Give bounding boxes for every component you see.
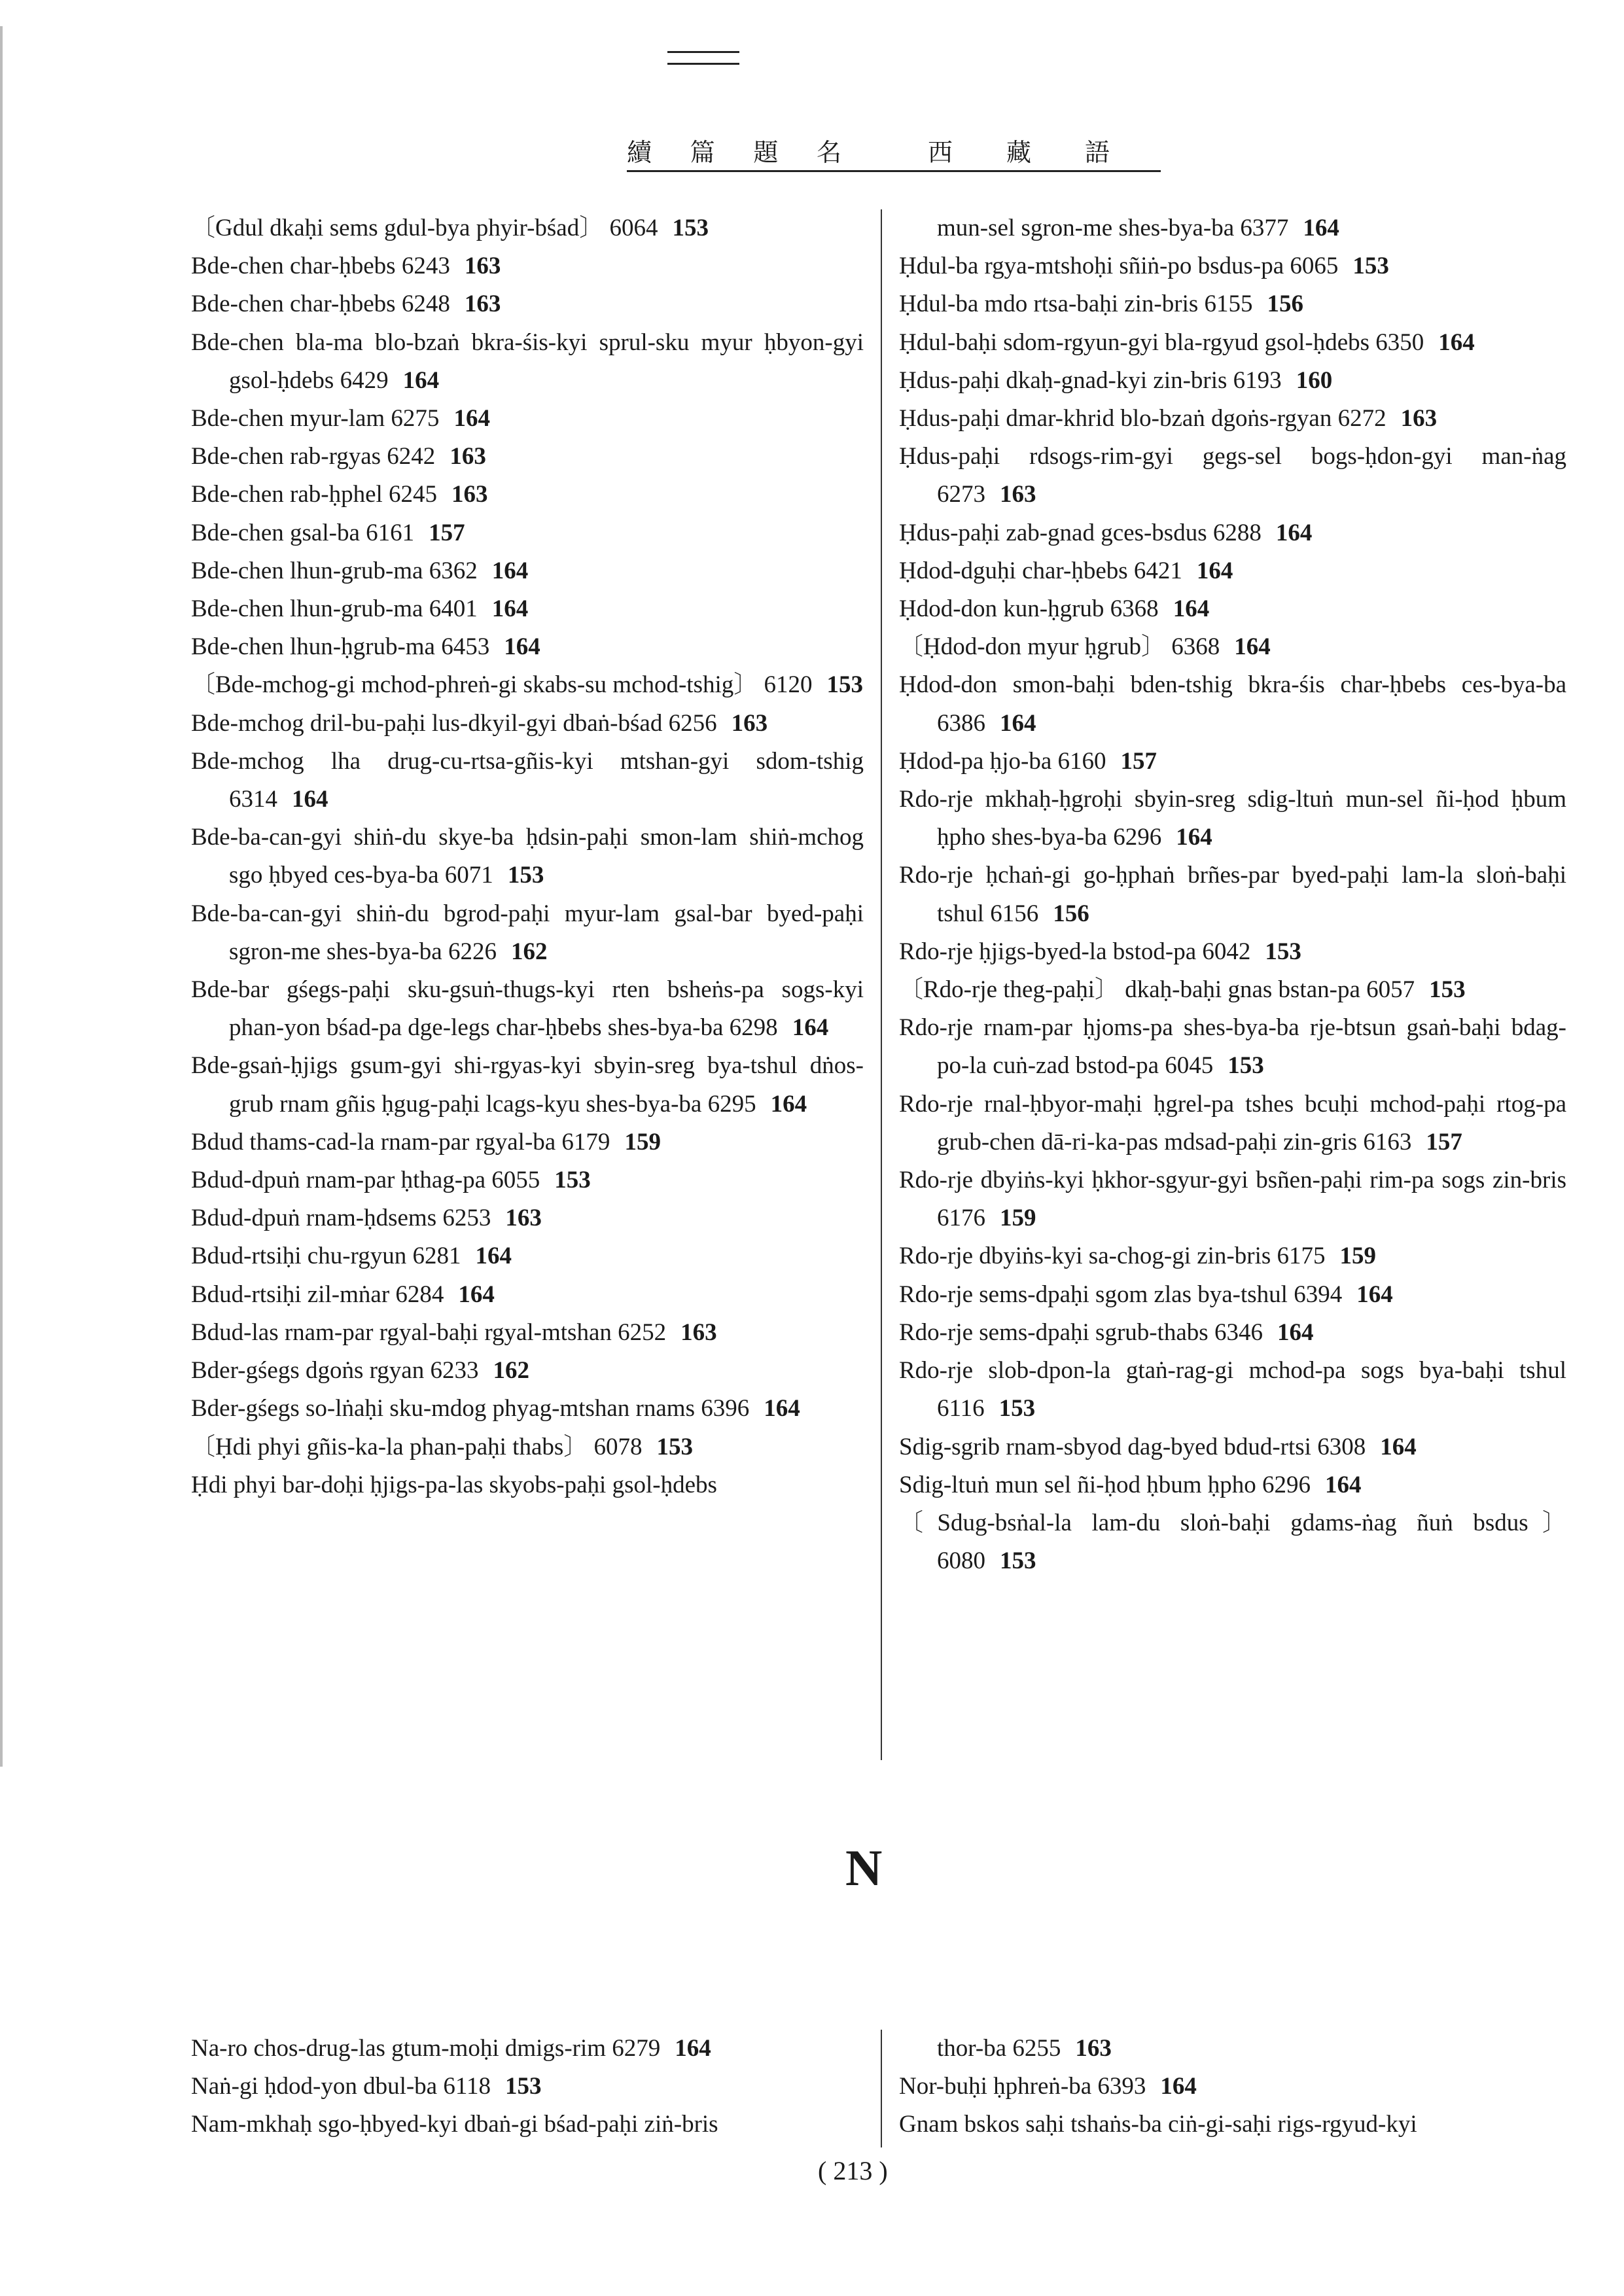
entry-page: 163 bbox=[505, 1205, 542, 1232]
index-entry bbox=[191, 1390, 864, 1428]
entry-page: 164 bbox=[1277, 1318, 1314, 1346]
entry-page: 164 bbox=[1303, 215, 1339, 241]
entry-title: Naṅ-gi ḥdod-yon dbul-ba 6118 bbox=[191, 2073, 491, 2100]
page-edge-mark bbox=[0, 26, 3, 1767]
entry-title: Bde-gsaṅ-ḥjigs gsum-gyi shi-rgyas-kyi sbyin-sreg bya-tshul dṅos-grub rnam gñis ḥgug-paḥi lcags-kyu shes-bya-ba 6295 bbox=[191, 1052, 864, 1118]
entry-page: 164 bbox=[1234, 633, 1271, 661]
entry-page: 164 bbox=[1173, 595, 1210, 623]
entry-page: 153 bbox=[826, 671, 864, 699]
header-char: 語 bbox=[1084, 138, 1111, 167]
entry-title: 〔Ḥdi phyi gñis-ka-la phan-paḥi thabs〕 6078 bbox=[191, 1433, 643, 1460]
entry-page: 164 bbox=[1438, 328, 1475, 356]
entry-title: Bde-chen rab-rgyas 6242 bbox=[191, 443, 436, 470]
index-column-right bbox=[899, 209, 1566, 1580]
index-entry bbox=[191, 1428, 864, 1466]
entry-page: 164 bbox=[1275, 519, 1313, 546]
index-entry bbox=[899, 1276, 1566, 1314]
entry-page: 164 bbox=[1325, 1471, 1362, 1498]
header-char: 篇 bbox=[690, 138, 716, 167]
index-entry bbox=[191, 666, 864, 704]
index-entry bbox=[899, 209, 1566, 247]
index-entry bbox=[191, 1161, 864, 1199]
entry-title: Bde-ba-can-gyi shiṅ-du bgrod-paḥi myur-lam gsal-bar byed-paḥi sgron-me shes-bya-ba 6226 bbox=[191, 900, 864, 965]
index-entry bbox=[191, 324, 864, 400]
index-entry bbox=[191, 1047, 864, 1123]
entry-page: 163 bbox=[1000, 481, 1036, 508]
index-entry bbox=[191, 2106, 864, 2144]
entry-page: 157 bbox=[429, 519, 465, 546]
index-entry bbox=[899, 2068, 1566, 2106]
index-entry bbox=[191, 1466, 864, 1504]
entry-title: Rdo-rje ḥjigs-byed-la bstod-pa 6042 bbox=[899, 938, 1251, 965]
entry-title: Nam-mkhaḥ sgo-ḥbyed-kyi dbaṅ-gi bśad-paḥi ziṅ-bris bbox=[191, 2111, 718, 2138]
index-entry bbox=[899, 438, 1566, 514]
entry-title: Rdo-rje slob-dpon-la gtaṅ-rag-gi mchod-pa sogs bya-baḥi tshul 6116 bbox=[899, 1357, 1566, 1422]
entry-page: 159 bbox=[624, 1128, 661, 1156]
header-char: 藏 bbox=[1006, 138, 1033, 167]
index-entry bbox=[191, 400, 864, 438]
entry-page: 160 bbox=[1296, 366, 1333, 394]
index-entry bbox=[899, 933, 1566, 971]
entry-page: 163 bbox=[1075, 2035, 1112, 2062]
entry-title: Bde-chen bla-ma blo-bzaṅ bkra-śis-kyi sprul-sku myur ḥbyon-gyi gsol-ḥdebs 6429 bbox=[191, 328, 864, 394]
entry-title: 〔Gdul dkaḥi sems gdul-bya phyir-bśad〕 6064 bbox=[191, 215, 658, 241]
entry-page: 157 bbox=[1120, 747, 1157, 775]
entry-page: 164 bbox=[1196, 557, 1233, 584]
index-entry bbox=[899, 1314, 1566, 1352]
entry-page: 164 bbox=[1000, 709, 1036, 737]
index-entry bbox=[899, 666, 1566, 742]
index-entry bbox=[899, 1504, 1566, 1580]
entry-title: 〔Rdo-rje theg-paḥi〕 dkaḥ-baḥi gnas bstan-pa 6057 bbox=[899, 976, 1415, 1004]
index-entry bbox=[899, 1466, 1566, 1504]
entry-title: Ḥdul-ba rgya-mtshoḥi sñiṅ-po bsdus-pa 6065 bbox=[899, 253, 1339, 280]
section-letter: N bbox=[845, 1839, 883, 1896]
entry-page: 153 bbox=[656, 1433, 694, 1460]
index-entry bbox=[899, 1161, 1566, 1237]
entry-title: Ḥdi phyi bar-doḥi ḥjigs-pa-las skyobs-paḥi gsol-ḥdebs bbox=[191, 1471, 717, 1498]
entry-page: 153 bbox=[504, 2073, 542, 2100]
index-entry bbox=[191, 514, 864, 552]
entry-title: Bdud-rtsiḥi chu-rgyun 6281 bbox=[191, 1243, 461, 1270]
entry-title: 〔Ḥdod-don myur ḥgrub〕 6368 bbox=[899, 633, 1220, 661]
entry-page: 164 bbox=[475, 1243, 512, 1270]
running-header bbox=[627, 131, 1161, 172]
entry-title: Ḥdod-dguḥi char-ḥbebs 6421 bbox=[899, 557, 1182, 584]
entry-title: Bde-chen char-ḥbebs 6248 bbox=[191, 291, 450, 318]
entry-page: 164 bbox=[1356, 1280, 1393, 1308]
entry-title: Bder-gśegs dgoṅs rgyan 6233 bbox=[191, 1357, 479, 1385]
index-entry bbox=[191, 819, 864, 894]
index-entry bbox=[899, 1352, 1566, 1428]
index-entry bbox=[899, 1428, 1566, 1466]
entry-page: 164 bbox=[491, 595, 529, 623]
entry-page: 153 bbox=[507, 862, 544, 889]
index-entry bbox=[191, 247, 864, 285]
entry-title: Rdo-rje rnal-ḥbyor-maḥi ḥgrel-pa tshes bcuḥi mchod-paḥi rtog-pa grub-chen dā-ri-ka-pas mdsad-paḥi zin-gris 6163 bbox=[899, 1090, 1566, 1156]
entry-title: Bde-chen lhun-grub-ma 6362 bbox=[191, 557, 478, 584]
column-divider bbox=[881, 2030, 882, 2147]
entry-title: Sdig-ltuṅ mun sel ñi-ḥod ḥbum ḥpho 6296 bbox=[899, 1471, 1311, 1498]
index-column-right-n bbox=[899, 2030, 1566, 2144]
index-entry bbox=[191, 590, 864, 628]
entry-title: Ḥdus-paḥi dmar-khrid blo-bzaṅ dgoṅs-rgyan 6272 bbox=[899, 405, 1386, 433]
entry-page: 164 bbox=[1176, 824, 1212, 851]
entry-page: 163 bbox=[731, 709, 768, 737]
index-entry bbox=[191, 2030, 864, 2068]
entry-page: 163 bbox=[450, 443, 486, 470]
entry-title: Bdud-dpuṅ rnam-ḥdsems 6253 bbox=[191, 1205, 491, 1232]
entry-page: 153 bbox=[672, 215, 709, 241]
entry-page: 159 bbox=[1339, 1243, 1376, 1270]
index-entry bbox=[191, 2068, 864, 2106]
entry-title: Ḥdus-paḥi zab-gnad gces-bsdus 6288 bbox=[899, 519, 1262, 546]
entry-page: 163 bbox=[464, 291, 501, 318]
index-entry bbox=[899, 2106, 1566, 2144]
entry-title: Bde-chen gsal-ba 6161 bbox=[191, 519, 415, 546]
index-entry bbox=[899, 1086, 1566, 1161]
index-entry bbox=[191, 476, 864, 514]
index-entry bbox=[191, 1314, 864, 1352]
entry-title: Ḥdul-ba mdo rtsa-baḥi zin-bris 6155 bbox=[899, 291, 1253, 318]
entry-title: 〔Sdug-bsṅal-la lam-du sloṅ-baḥi gdams-ṅag ñuṅ bsdus〕 6080 bbox=[899, 1509, 1566, 1575]
entry-page: 153 bbox=[1265, 938, 1301, 965]
header-right bbox=[928, 132, 1111, 168]
entry-page: 156 bbox=[1053, 900, 1089, 927]
entry-page: 162 bbox=[493, 1357, 529, 1385]
index-entry bbox=[191, 552, 864, 590]
index-entry bbox=[191, 895, 864, 971]
entry-page: 153 bbox=[1429, 976, 1466, 1004]
entry-title: Bder-gśegs so-lṅaḥi sku-mdog phyag-mtshan rnams 6396 bbox=[191, 1395, 750, 1422]
index-entry bbox=[191, 285, 864, 323]
index-entry bbox=[899, 971, 1566, 1009]
entry-page: 153 bbox=[1000, 1547, 1036, 1575]
index-entry bbox=[191, 1276, 864, 1314]
entry-title: Bdud-las rnam-par rgyal-baḥi rgyal-mtshan 6252 bbox=[191, 1318, 667, 1346]
index-entry bbox=[899, 247, 1566, 285]
entry-title: Rdo-rje dbyiṅs-kyi ḥkhor-sgyur-gyi bsñen-paḥi rim-pa sogs zin-bris 6176 bbox=[899, 1167, 1566, 1232]
entry-title: Bde-chen char-ḥbebs 6243 bbox=[191, 253, 450, 280]
entry-title: Bde-ba-can-gyi shiṅ-du skye-ba ḥdsin-paḥi smon-lam shiṅ-mchog sgo ḥbyed ces-bya-ba 6071 bbox=[191, 824, 864, 889]
entry-title: Rdo-rje rnam-par ḥjoms-pa shes-bya-ba rje-btsun gsaṅ-baḥi bdag-po-la cuṅ-zad bstod-pa 6045 bbox=[899, 1014, 1566, 1080]
entry-title: Rdo-rje dbyiṅs-kyi sa-chog-gi zin-bris 6175 bbox=[899, 1243, 1326, 1270]
page-number: ( 213 ) bbox=[818, 2156, 888, 2185]
entry-page: 162 bbox=[510, 938, 548, 965]
entry-title: Bde-chen rab-ḥphel 6245 bbox=[191, 481, 438, 508]
entry-title: Ḥdod-don smon-baḥi bden-tshig bkra-śis char-ḥbebs ces-bya-ba 6386 bbox=[899, 671, 1566, 737]
entry-title: Rdo-rje sems-dpaḥi sgom zlas bya-tshul 6394 bbox=[899, 1280, 1343, 1308]
index-entry bbox=[899, 285, 1566, 323]
entry-title: Rdo-rje sems-dpaḥi sgrub-thabs 6346 bbox=[899, 1318, 1263, 1346]
entry-title: 〔Bde-mchog-gi mchod-phreṅ-gi skabs-su mchod-tshig〕 6120 bbox=[191, 671, 813, 699]
entry-page: 164 bbox=[504, 633, 540, 661]
entry-title: Ḥdus-paḥi dkaḥ-gnad-kyi zin-bris 6193 bbox=[899, 366, 1282, 394]
header-char: 名 bbox=[816, 138, 843, 167]
entry-page: 164 bbox=[1160, 2073, 1197, 2100]
index-entry bbox=[899, 1009, 1566, 1085]
index-entry bbox=[899, 590, 1566, 628]
entry-page: 153 bbox=[1227, 1052, 1264, 1080]
index-entry bbox=[899, 857, 1566, 932]
header-rule bbox=[667, 63, 739, 65]
index-entry bbox=[899, 552, 1566, 590]
index-entry bbox=[191, 1352, 864, 1390]
index-column-left-n bbox=[191, 2030, 864, 2144]
entry-page: 153 bbox=[1352, 253, 1389, 280]
index-entry bbox=[899, 743, 1566, 781]
entry-page: 164 bbox=[792, 1014, 829, 1042]
entry-page: 157 bbox=[1426, 1128, 1462, 1156]
header-char: 西 bbox=[928, 138, 955, 167]
entry-title: Bde-mchog dril-bu-paḥi lus-dkyil-gyi dbaṅ-bśad 6256 bbox=[191, 709, 717, 737]
index-entry bbox=[191, 705, 864, 743]
entry-page: 164 bbox=[764, 1395, 800, 1422]
entry-page: 163 bbox=[680, 1318, 717, 1346]
entry-page: 164 bbox=[402, 366, 440, 394]
index-entry bbox=[191, 1199, 864, 1237]
header-char: 題 bbox=[753, 138, 780, 167]
entry-title: Na-ro chos-drug-las gtum-moḥi dmigs-rim 6279 bbox=[191, 2035, 661, 2062]
entry-title: mun-sel sgron-me shes-bya-ba 6377 bbox=[937, 215, 1289, 241]
entry-page: 163 bbox=[1400, 405, 1438, 433]
index-entry bbox=[899, 628, 1566, 666]
entry-page: 164 bbox=[1380, 1433, 1417, 1460]
entry-title: Bdud-rtsiḥi zil-mṅar 6284 bbox=[191, 1280, 444, 1308]
index-entry bbox=[899, 514, 1566, 552]
entry-title: Bde-mchog lha drug-cu-rtsa-gñis-kyi mtshan-gyi sdom-tshig 6314 bbox=[191, 747, 864, 813]
entry-title: Ḥdul-baḥi sdom-rgyun-gyi bla-rgyud gsol-ḥdebs 6350 bbox=[899, 328, 1424, 356]
entry-page: 159 bbox=[1000, 1205, 1036, 1232]
entry-title: Ḥdod-don kun-ḥgrub 6368 bbox=[899, 595, 1159, 623]
entry-title: Rdo-rje ḥchaṅ-gi go-ḥphaṅ brñes-par byed-paḥi lam-la sloṅ-baḥi tshul 6156 bbox=[899, 862, 1566, 927]
index-entry bbox=[191, 971, 864, 1047]
index-entry bbox=[899, 1237, 1566, 1275]
entry-title: Rdo-rje mkhaḥ-ḥgroḥi sbyin-sreg sdig-ltuṅ mun-sel ñi-ḥod ḥbum ḥpho shes-bya-ba 6296 bbox=[899, 786, 1566, 851]
entry-title: Bdud-dpuṅ rnam-par ḥthag-pa 6055 bbox=[191, 1167, 540, 1194]
entry-page: 164 bbox=[675, 2035, 711, 2062]
entry-title: Bde-bar gśegs-paḥi sku-gsuṅ-thugs-kyi rten bsheṅs-pa sogs-kyi phan-yon bśad-pa dge-legs char-ḥbebs shes-bya-ba 6298 bbox=[191, 976, 864, 1042]
column-divider bbox=[881, 209, 882, 1760]
index-entry bbox=[191, 1237, 864, 1275]
entry-page: 164 bbox=[453, 405, 490, 433]
index-entry bbox=[899, 362, 1566, 400]
entry-page: 163 bbox=[464, 253, 501, 280]
entry-page: 164 bbox=[491, 557, 529, 584]
entry-title: Bde-chen myur-lam 6275 bbox=[191, 405, 440, 433]
entry-page: 164 bbox=[292, 786, 328, 813]
index-entry bbox=[191, 209, 864, 247]
entry-title: Bdud thams-cad-la rnam-par rgyal-ba 6179 bbox=[191, 1128, 610, 1156]
index-entry bbox=[899, 324, 1566, 362]
index-entry bbox=[191, 628, 864, 666]
index-entry bbox=[899, 400, 1566, 438]
entry-page: 164 bbox=[458, 1280, 495, 1308]
header-rule bbox=[667, 51, 739, 53]
index-entry bbox=[191, 743, 864, 819]
entry-title: Ḥdod-pa ḥjo-ba 6160 bbox=[899, 747, 1106, 775]
index-entry bbox=[899, 2030, 1566, 2068]
entry-title: Gnam bskos saḥi tshaṅs-ba ciṅ-gi-saḥi rigs-rgyud-kyi bbox=[899, 2111, 1417, 2138]
entry-title: Bde-chen lhun-ḥgrub-ma 6453 bbox=[191, 633, 490, 661]
index-entry bbox=[191, 1123, 864, 1161]
index-entry bbox=[191, 438, 864, 476]
header-char: 續 bbox=[627, 138, 654, 167]
entry-title: Sdig-sgrib rnam-sbyod dag-byed bdud-rtsi 6308 bbox=[899, 1433, 1366, 1460]
index-column-left bbox=[191, 209, 864, 1504]
entry-page: 153 bbox=[998, 1395, 1036, 1422]
entry-title: Nor-buḥi ḥphreṅ-ba 6393 bbox=[899, 2073, 1146, 2100]
entry-page: 164 bbox=[770, 1090, 807, 1118]
header-left bbox=[627, 132, 843, 168]
entry-page: 163 bbox=[451, 481, 488, 508]
index-entry bbox=[899, 781, 1566, 857]
entry-title: Ḥdus-paḥi rdsogs-rim-gyi gegs-sel bogs-ḥdon-gyi man-ṅag 6273 bbox=[899, 443, 1566, 508]
entry-title: Bde-chen lhun-grub-ma 6401 bbox=[191, 595, 478, 623]
entry-title: thor-ba 6255 bbox=[937, 2035, 1061, 2062]
entry-page: 156 bbox=[1267, 291, 1303, 318]
entry-page: 153 bbox=[554, 1167, 591, 1194]
